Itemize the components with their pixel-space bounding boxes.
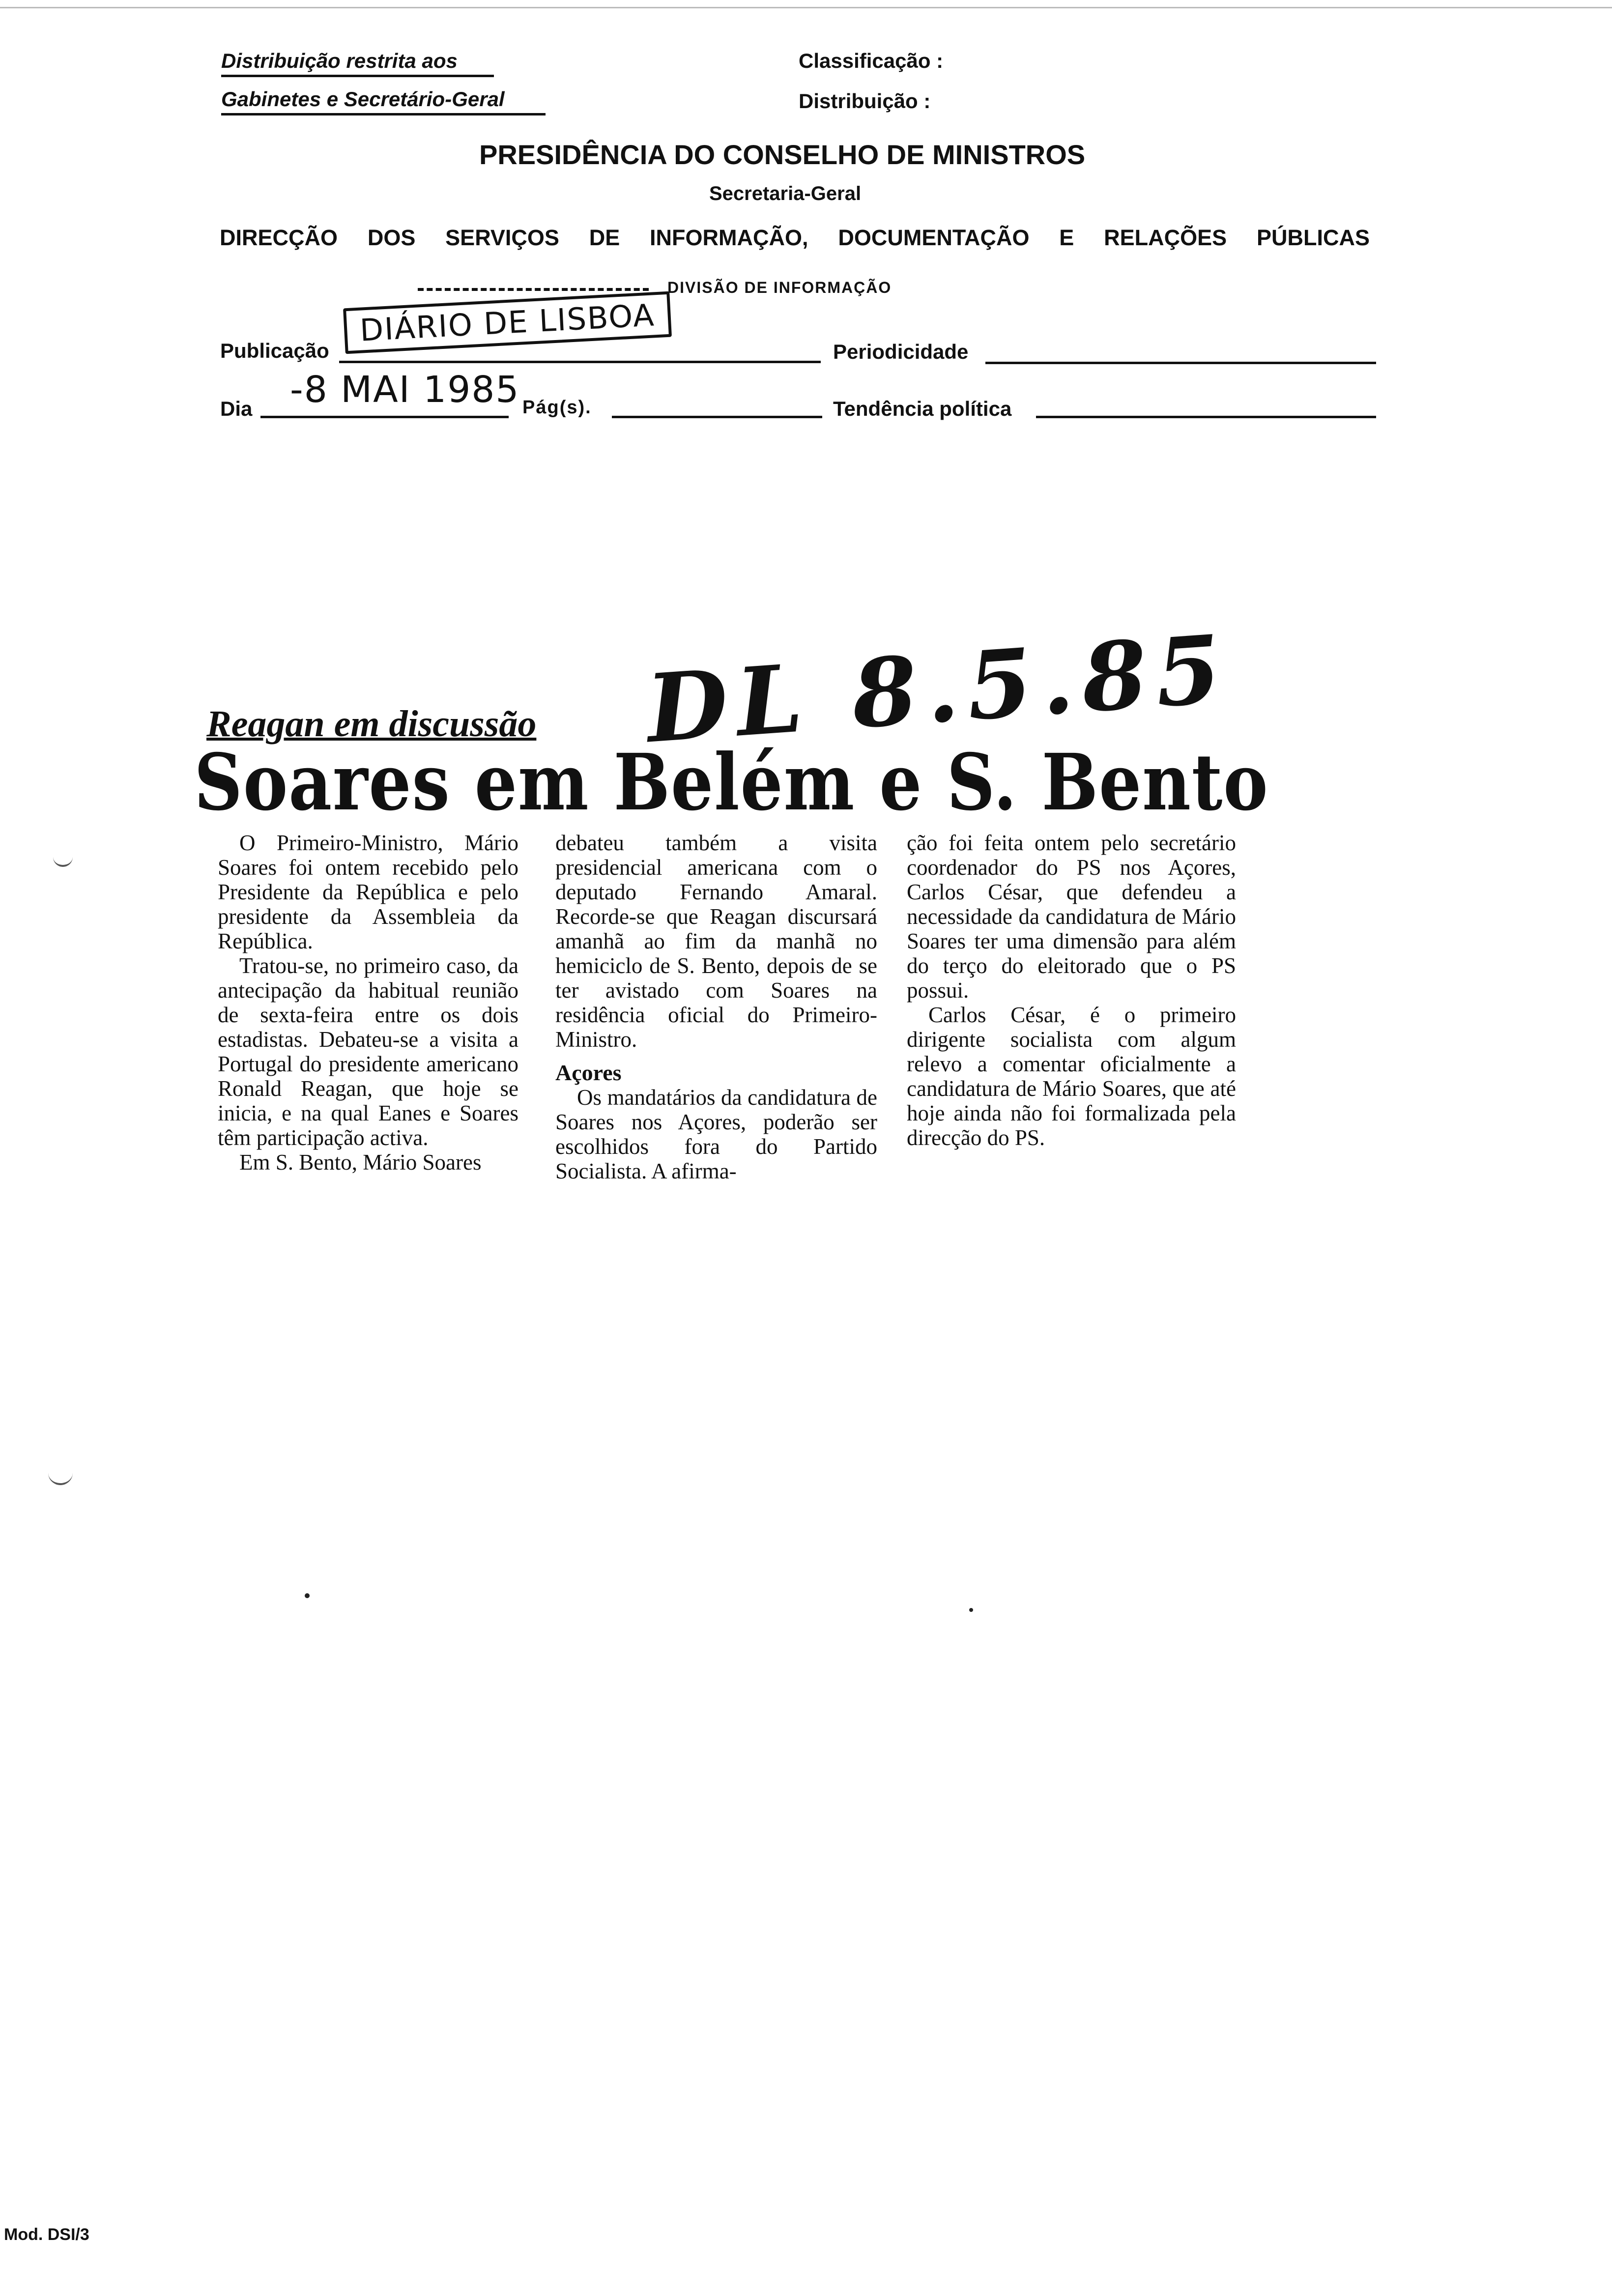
article-kicker: Reagan em discussão [206,703,537,745]
political-line [1036,416,1376,418]
col1-paragraph-1: O Primeiro-Ministro, Mário Soares foi ontem recebido pelo Presidente da República e pelo presidente da Assembleia da República. [218,831,518,953]
col2-subhead: Açores [555,1060,622,1085]
distribution-label: Distribuição : [799,89,931,113]
scan-mark-2 [48,1470,73,1485]
col3-paragraph-1: ção foi feita ontem pelo secretário coordenador do PS nos Açores, Carlos César, que defendeu a necessidade da candidatura de Mário Soares ter uma dimensão para além do terço do eleitorado que o PS possui. [907,831,1236,1003]
periodicity-label: Periodicidade [833,340,969,363]
col2-paragraph-1: debateu também a visita presidencial americana com o deputado Fernando Amaral. Recorde-se que Reagan discursará amanhã ao fim da manhã no hemiciclo de S. Bento, depois de se ter avistado com Soares na residência oficial do Primeiro-Ministro. [555,831,877,1052]
scan-dot-1 [305,1593,310,1598]
restricted-line-1: Distribuição restrita aos [221,49,458,72]
article-column-1 [218,831,518,1175]
day-label: Dia [220,397,253,420]
article-column-3 [907,831,1236,1150]
scan-edge-line [0,7,1612,8]
restricted-underline-2 [221,113,546,115]
pages-label: Pág(s). [522,397,592,418]
restricted-line-2: Gabinetes e Secretário-Geral [221,87,505,111]
publication-line [339,361,821,363]
publication-stamp: DIÁRIO DE LISBOA [343,291,672,354]
stamp-top-dashes [418,288,649,294]
col1-paragraph-3: Em S. Bento, Mário Soares [239,1150,482,1175]
classification-label: Classificação : [799,49,944,72]
org-title: PRESIDÊNCIA DO CONSELHO DE MINISTROS [479,139,1086,170]
restricted-underline-1 [221,75,494,77]
handwritten-date-note: DL 8.5.85 [643,613,1233,764]
article-headline: Soares em Belém e S. Bento [194,737,1269,828]
political-label: Tendência política [833,397,1012,420]
day-line [260,416,509,418]
directorate: DIRECÇÃO DOS SERVIÇOS DE INFORMAÇÃO, DOCUMENTAÇÃO E RELAÇÕES PÚBLICAS [220,225,1370,250]
scan-dot-2 [969,1608,973,1612]
article-column-2 [555,831,877,1183]
division-label: DIVISÃO DE INFORMAÇÃO [667,279,892,296]
day-stamp: -8 MAI 1985 [290,369,520,411]
secretariat: Secretaria-Geral [709,183,862,204]
model-code: Mod. DSI/3 [4,2225,89,2244]
scan-mark-1 [53,854,73,867]
col2-paragraph-2: Os mandatários da candidatura de Soares nos Açores, poderão ser escolhidos fora do Partido Socialista. A afirma- [555,1085,877,1183]
col3-paragraph-2: Carlos César, é o primeiro dirigente socialista com algum relevo a comentar oficialmente a candidatura de Mário Soares, que até hoje ainda não foi formalizada pela direcção do PS. [907,1003,1236,1150]
periodicity-line [985,362,1376,364]
col1-paragraph-2: Tratou-se, no primeiro caso, da antecipação da habitual reunião de sexta-feira entre os dois estadistas. Debateu-se a visita a Portugal do presidente americano Ronald Reagan, que hoje se inicia, e na qual Eanes e Soares têm participação activa. [218,953,518,1150]
pages-line [612,416,822,418]
publication-label: Publicação [220,339,329,362]
